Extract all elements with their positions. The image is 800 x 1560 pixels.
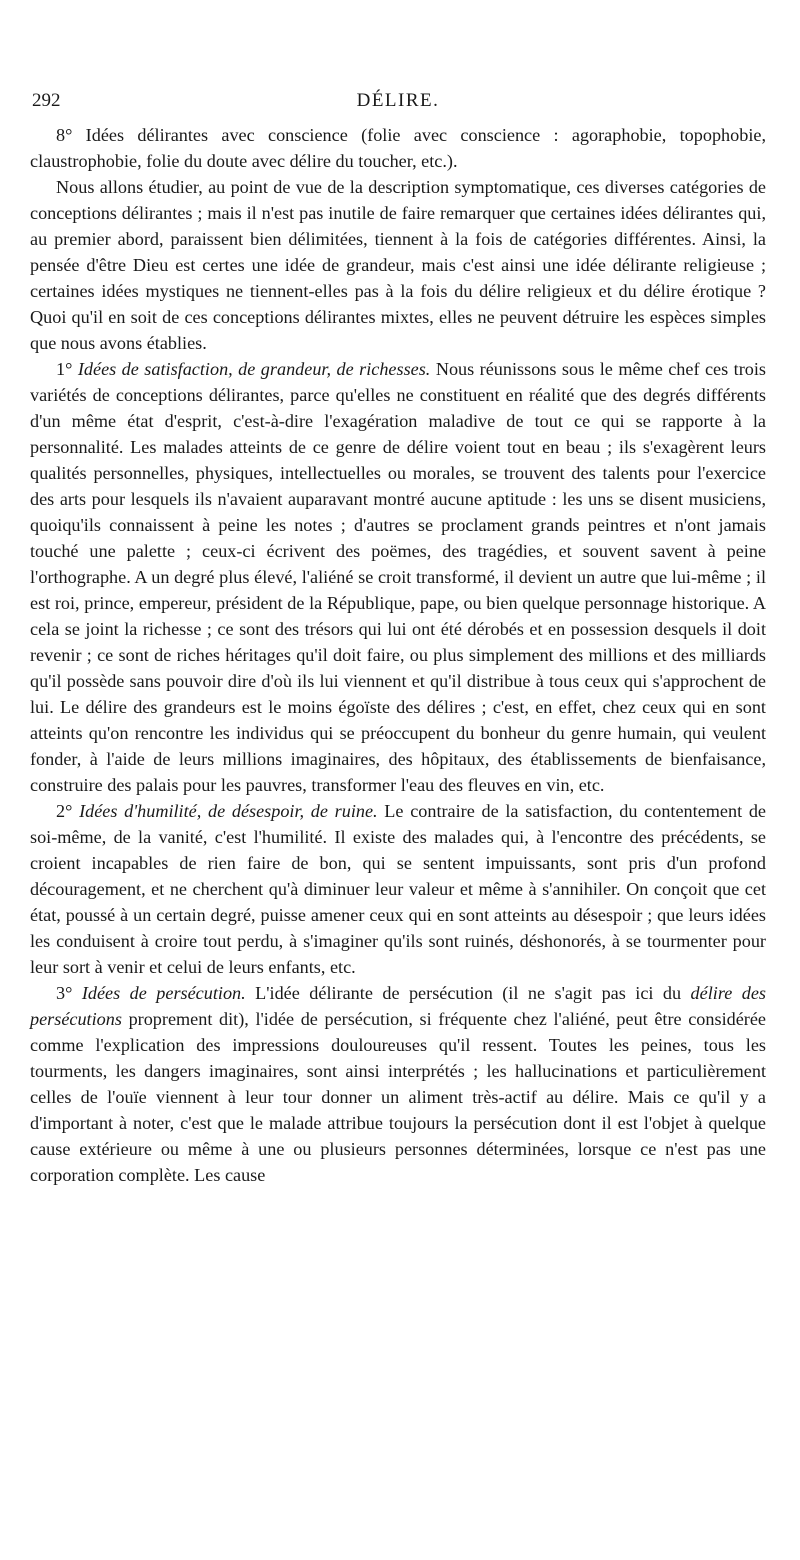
paragraph-text: Nous réunissons sous le même chef ces trois variétés de conceptions délirantes, parce qu'elles ne constituent en réalité que des degrés différents d'un même état d'esprit, c'est-à-dire l'exagération maladive de tout ce qui se rapporte à la personnalité. Les malades atteints de ce genre de délire voient tout en beau ; ils s'exagèrent leurs qualités personnelles, physiques, intellectuelles ou morales, se trouvent des talents pour l'exercice des arts pour lesquels ils n'avaient auparavant montré aucune aptitude : les uns se disent musiciens, quoiqu'ils connaissent à peine les notes ; d'autres se proclament grands peintres et n'ont jamais touché une palette ; ceux-ci écrivent des poëmes, des tragédies, et souvent savent à peine l'orthographe. A un degré plus élevé, l'aliéné se croit transformé, il devient un autre que lui-même ; il est roi, prince, empereur, président de la République, pape, ou bien quelque personnage historique. A cela se joint la richesse ; ce sont des trésors qui lui ont été dérobés et en possession desquels il doit revenir ; ce sont de riches héritages qu'il doit faire, ou plus simplement des millions et des milliards qu'il possède sans pouvoir dire d'où ils lui viennent et qu'il distribue à tous ceux qui s'approchent de lui. Le délire des grandeurs est le moins égoïste des délires ; c'est, en effet, chez ceux qui en sont atteints qu'on rencontre les individus qui se préoccupent du bonheur du genre humain, qui veulent fonder, à l'aide de leurs millions imaginaires, des hôpitaux, des établissements de bienfaisance, construire des palais pour les pauvres, transformer l'eau des fleuves en vin, etc.: [30, 359, 767, 795]
paragraph: [30, 122, 766, 174]
section-number: 1°: [56, 359, 78, 379]
book-page: [30, 90, 766, 1188]
section-number: 3°: [56, 983, 82, 1003]
italic-heading: délire des persécutions: [30, 983, 766, 1029]
paragraph: [30, 798, 766, 980]
paragraph-text: Nous allons étudier, au point de vue de la description symptomatique, ces diverses catégories de conceptions délirantes ; mais il n'est pas inutile de faire remarquer que certaines idées délirantes qui, au premier abord, paraissent bien délimitées, tiennent à la fois de catégories différentes. Ainsi, la pensée d'être Dieu est certes une idée de grandeur, mais c'est ainsi une idée délirante religieuse ; certaines idées mystiques ne tiennent-elles pas à la fois du délire religieux et du délire érotique ? Quoi qu'il en soit de ces conceptions délirantes mixtes, elles ne peuvent détruire les espèces simples que nous avons établies.: [30, 177, 766, 353]
running-title: DÉLIRE.: [356, 90, 440, 111]
section-number: 2°: [56, 801, 80, 821]
running-header: [30, 90, 766, 122]
italic-heading: Idées de persécution.: [81, 983, 246, 1003]
paragraph-text: L'idée délirante de persécution (il ne s'agit pas ici du: [245, 983, 691, 1003]
body-text: [30, 122, 766, 1188]
paragraph-text: 8° Idées délirantes avec conscience (folie avec conscience : agoraphobie, topophobie, claustrophobie, folie du doute avec délire du toucher, etc.).: [30, 125, 766, 171]
paragraph: [30, 356, 766, 798]
paragraph-text: Le contraire de la satisfaction, du contentement de soi-même, de la vanité, c'est l'humilité. Il existe des malades qui, à l'encontre des précédents, se croient incapables de rien faire de bon, qui se sentent impuissants, sont pris d'un profond découragement, et ne cherchent qu'à diminuer leur valeur et même à s'annihiler. On conçoit que cet état, poussé à un certain degré, puisse amener ceux qui en sont atteints au désespoir ; que leurs idées les conduisent à croire tout perdu, à s'imaginer qu'ils sont ruinés, déshonorés, à se tourmenter pour leur sort à venir et celui de leurs enfants, etc.: [30, 801, 766, 977]
italic-heading: Idées de satisfaction, de grandeur, de richesses.: [77, 359, 431, 379]
page-number: 292: [32, 90, 61, 111]
paragraph-text: proprement dit), l'idée de persécution, si fréquente chez l'aliéné, peut être considérée comme l'explication des impressions douloureuses qu'il ressent. Toutes les peines, tous les tourments, les dangers imaginaires, sont ainsi interprétés ; les hallucinations et particulièrement celles de l'ouïe viennent à leur tour donner un aliment très-actif au délire. Mais ce qu'il y a d'important à noter, c'est que le malade attribue toujours la persécution dont il est l'objet à quelque cause extérieure ou même à une ou plusieurs personnes déterminées, lorsque ce n'est pas une corporation complète. Les cause: [30, 1009, 766, 1185]
paragraph: [30, 174, 766, 356]
italic-heading: Idées d'humilité, de désespoir, de ruine.: [79, 801, 378, 821]
paragraph: [30, 980, 766, 1188]
